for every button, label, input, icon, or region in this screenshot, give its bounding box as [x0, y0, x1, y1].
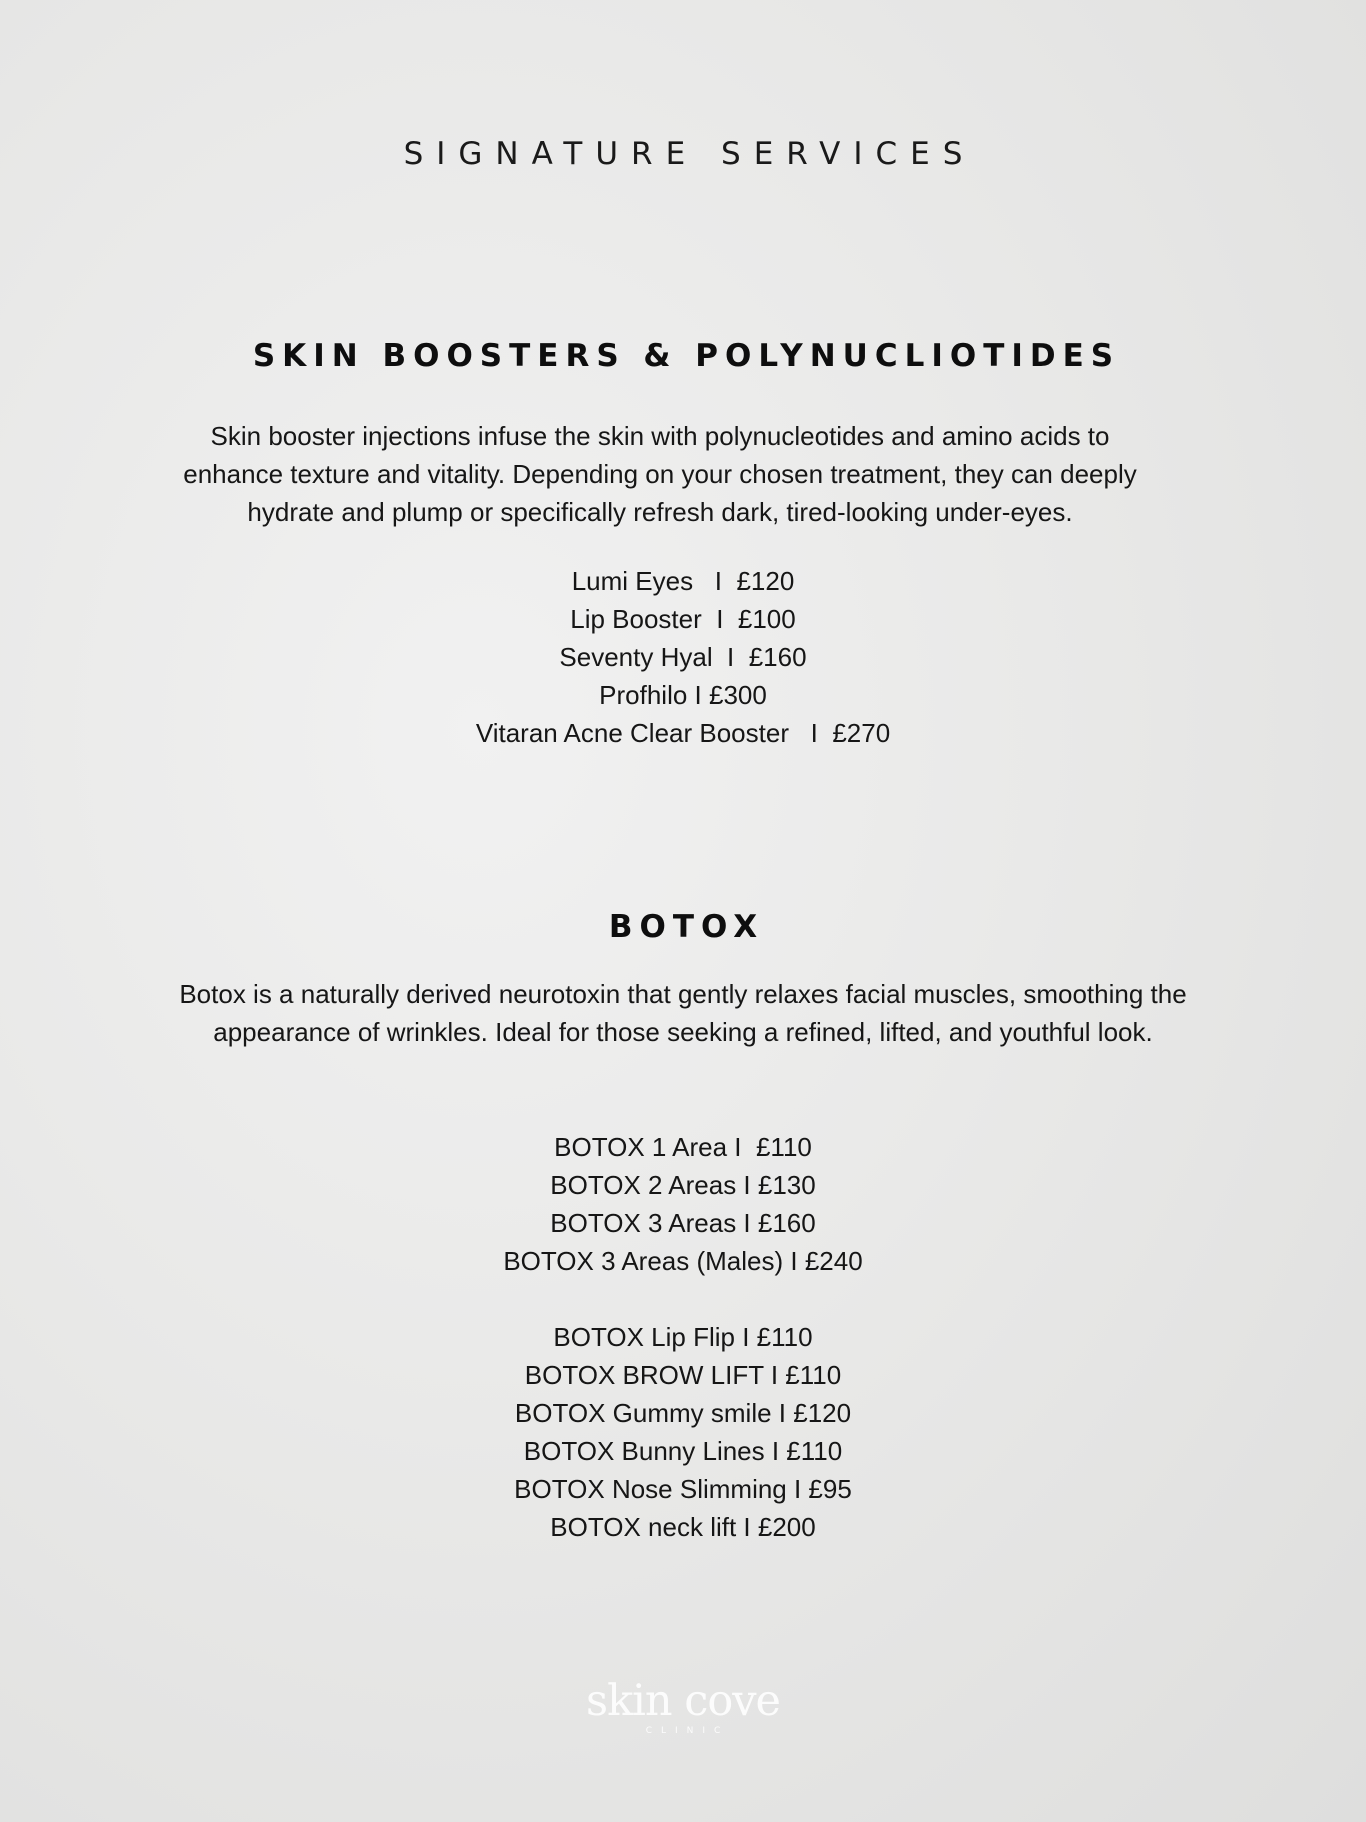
price-item-botox-lip-flip: BOTOX Lip Flip I £110 — [553, 1322, 813, 1352]
botox-description: Botox is a naturally derived neurotoxin that gently relaxes facial muscles, smoothing the appearance of wrinkles. Ideal for those seeking a refined, lifted, and youthful look. — [179, 979, 1187, 1047]
price-item-botox-3-areas-males: BOTOX 3 Areas (Males) I £240 — [503, 1246, 863, 1276]
price-item-lumi-eyes: Lumi Eyes I £120 — [571, 566, 795, 596]
logo-name: skin cove — [586, 1676, 780, 1726]
clinic-logo — [0, 1678, 1366, 1736]
price-item-profhilo: Profhilo I £300 — [599, 680, 767, 710]
price-item-botox-neck-lift: BOTOX neck lift I £200 — [550, 1512, 816, 1542]
price-item-botox-bunny-lines: BOTOX Bunny Lines I £110 — [523, 1436, 843, 1466]
price-item-vitaran: Vitaran Acne Clear Booster I £270 — [475, 718, 891, 748]
page-title: SIGNATURE SERVICES — [403, 136, 976, 172]
price-item-botox-brow-lift: BOTOX BROW LIFT I £110 — [524, 1360, 842, 1390]
skin-boosters-description: Skin booster injections infuse the skin with polynucleotides and amino acids to enhance texture and vitality. Depending on your chosen treatment, they can deeply hydrate and plump or specifically refresh dark, tired-looking under-eyes. — [183, 421, 1137, 527]
logo-subtitle: CLINIC — [645, 1726, 730, 1736]
botox-area-price-list — [0, 1128, 1366, 1280]
price-item-botox-nose-slimming: BOTOX Nose Slimming I £95 — [514, 1474, 852, 1504]
price-item-seventy-hyal: Seventy Hyal I £160 — [559, 642, 807, 672]
price-item-botox-2-areas: BOTOX 2 Areas I £130 — [550, 1170, 816, 1200]
skin-boosters-heading: SKIN BOOSTERS & POLYNUCLIOTIDES — [252, 338, 1121, 374]
price-item-botox-1-area: BOTOX 1 Area I £110 — [554, 1132, 812, 1162]
price-item-botox-3-areas: BOTOX 3 Areas I £160 — [550, 1208, 816, 1238]
botox-heading: BOTOX — [608, 909, 765, 945]
skin-boosters-price-list — [0, 562, 1366, 752]
price-item-botox-gummy-smile: BOTOX Gummy smile I £120 — [514, 1398, 852, 1428]
price-item-lip-booster: Lip Booster I £100 — [570, 604, 796, 634]
botox-specialty-price-list — [0, 1318, 1366, 1546]
